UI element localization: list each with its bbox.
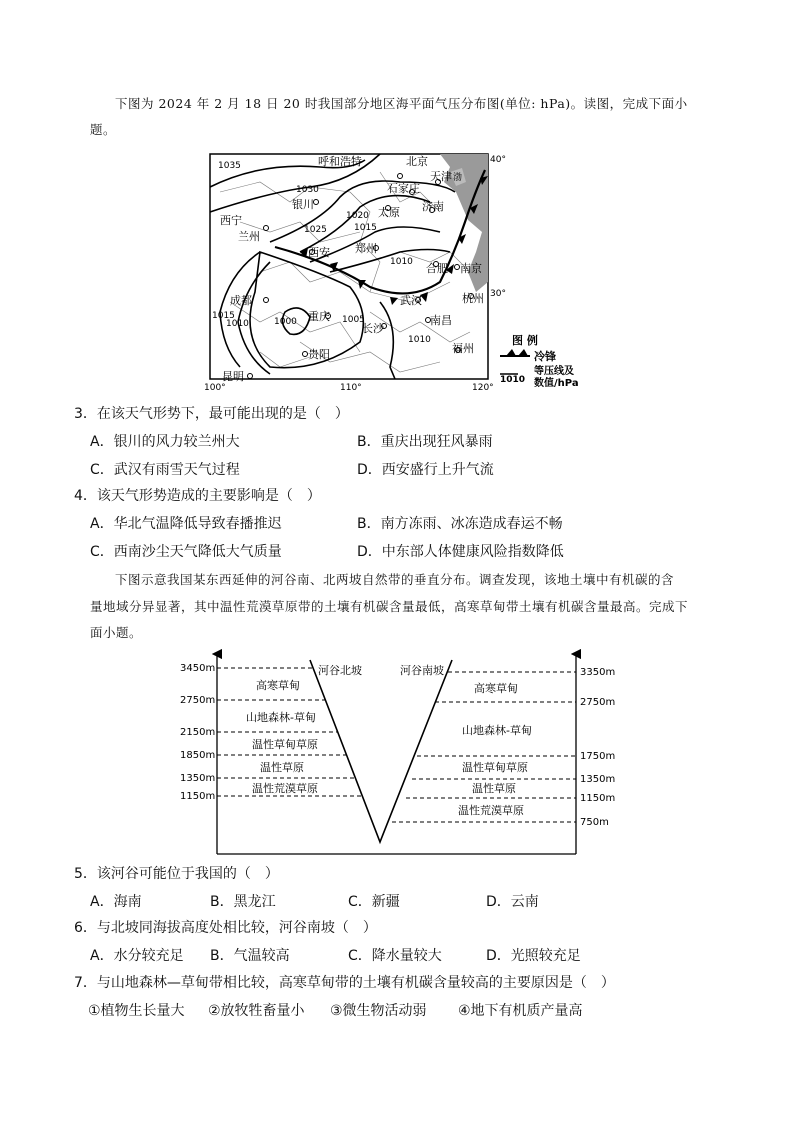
lat-label-40: 40° bbox=[490, 155, 506, 165]
q6-option-c[interactable]: C．降水量较大 bbox=[348, 948, 442, 964]
south-zone-steppe: 温性草原 bbox=[472, 782, 516, 795]
q5-stem: 5．该河谷可能位于我国的（ ） bbox=[74, 866, 279, 882]
city-xian: 西安 bbox=[308, 246, 330, 259]
q6-option-b[interactable]: B．气温较高 bbox=[210, 948, 290, 964]
right-tick-1350: 1350m bbox=[580, 774, 616, 785]
south-slope-title: 河谷南坡 bbox=[400, 664, 444, 677]
isobar-label-1020: 1020 bbox=[346, 211, 369, 221]
south-zone-desert-steppe: 温性荒漠草原 bbox=[458, 804, 524, 817]
intro-1-line-2: 题。 bbox=[90, 122, 117, 137]
q6-stem: 6．与北坡同海拔高度处相比较，河谷南坡（ ） bbox=[74, 920, 377, 936]
isobar-label-1030: 1030 bbox=[296, 185, 319, 195]
q7-option-2[interactable]: ②放牧牲畜量小 bbox=[208, 1003, 305, 1019]
lon-label-110: 110° bbox=[340, 383, 362, 393]
city-nanchang: 南昌 bbox=[430, 314, 452, 327]
city-xining: 西宁 bbox=[220, 214, 242, 227]
q5-option-a[interactable]: A．海南 bbox=[90, 894, 142, 910]
isobar-label-1010-east: 1010 bbox=[408, 335, 431, 345]
left-tick-1850: 1850m bbox=[180, 750, 216, 761]
north-zone-steppe: 温性草原 bbox=[260, 761, 304, 774]
isobar-label-1010-west: 1010 bbox=[226, 319, 249, 329]
isobar-label-1015-west: 1015 bbox=[212, 311, 235, 321]
right-tick-1150: 1150m bbox=[580, 793, 616, 804]
legend-front: 冷锋 bbox=[534, 350, 556, 363]
isobar-label-1005: 1005 bbox=[342, 315, 365, 325]
north-zone-alpine-meadow: 高寒草甸 bbox=[256, 679, 300, 692]
city-chengdu: 成都 bbox=[230, 294, 252, 307]
lon-label-100: 100° bbox=[204, 383, 226, 393]
city-zhengzhou: 郑州 bbox=[355, 242, 377, 255]
lon-label-120: 120° bbox=[472, 383, 494, 393]
south-zone-alpine-meadow: 高寒草甸 bbox=[474, 682, 518, 695]
city-hangzhou: 杭州 bbox=[462, 292, 484, 305]
legend-isobar-desc-1: 等压线及 bbox=[534, 366, 574, 377]
legend-title: 图 例 bbox=[512, 334, 538, 347]
intro-1-line-1: 下图为 2024 年 2 月 18 日 20 时我国部分地区海平面气压分布图(单位: hPa)。读图，完成下面小 bbox=[115, 96, 688, 111]
isobar-label-1035: 1035 bbox=[218, 161, 241, 171]
q3-option-b[interactable]: B．重庆出现狂风暴雨 bbox=[357, 434, 493, 450]
q3-stem: 3．在该天气形势下，最可能出现的是（ ） bbox=[74, 406, 349, 422]
q4-option-b[interactable]: B．南方冻雨、冰冻造成春运不畅 bbox=[357, 516, 563, 532]
city-yinchuan: 银川 bbox=[292, 198, 314, 211]
q4-stem: 4．该天气形势造成的主要影响是（ ） bbox=[74, 488, 321, 504]
north-zone-desert-steppe: 温性荒漠草原 bbox=[252, 782, 318, 795]
city-tianjin: 天津 bbox=[430, 170, 452, 183]
city-shijiazhuang: 石家庄 bbox=[387, 182, 420, 195]
north-slope-title: 河谷北坡 bbox=[318, 664, 362, 677]
south-zone-meadow-steppe: 温性草甸草原 bbox=[462, 761, 528, 774]
q5-option-b[interactable]: B．黑龙江 bbox=[210, 894, 276, 910]
intro-2-line-3: 面小题。 bbox=[90, 625, 143, 640]
city-guiyang: 贵阳 bbox=[308, 348, 330, 361]
q6-option-a[interactable]: A．水分较充足 bbox=[90, 948, 184, 964]
intro-2-line-1: 下图示意我国某东西延伸的河谷南、北两坡自然带的垂直分布。调查发现，该地土壤中有机碳的含 bbox=[115, 572, 675, 587]
q4-option-d[interactable]: D．中东部人体健康风险指数降低 bbox=[357, 544, 564, 560]
city-changsha: 长沙 bbox=[362, 322, 384, 335]
q5-option-d[interactable]: D．云南 bbox=[486, 894, 539, 910]
south-zone-forest-meadow: 山地森林-草甸 bbox=[462, 724, 532, 737]
left-tick-3450: 3450m bbox=[180, 663, 216, 674]
north-zone-meadow-steppe: 温性草甸草原 bbox=[252, 738, 318, 751]
q7-stem: 7．与山地森林—草甸带相比较，高寒草甸带的土壤有机碳含量较高的主要原因是（ ） bbox=[74, 975, 615, 991]
intro-2-line-2: 量地域分异显著，其中温性荒漠草原带的土壤有机碳含量最低，高寒草甸带土壤有机碳含量最高。完成下 bbox=[90, 599, 689, 614]
q3-option-c[interactable]: C．武汉有雨雪天气过程 bbox=[90, 462, 240, 478]
isobar-label-1025: 1025 bbox=[304, 225, 327, 235]
city-fuzhou: 福州 bbox=[452, 342, 474, 355]
pressure-map bbox=[200, 152, 600, 394]
q5-option-c[interactable]: C．新疆 bbox=[348, 894, 400, 910]
right-tick-750: 750m bbox=[580, 817, 609, 828]
left-tick-1150: 1150m bbox=[180, 791, 216, 802]
left-tick-1350: 1350m bbox=[180, 773, 216, 784]
q6-option-d[interactable]: D．光照较充足 bbox=[486, 948, 581, 964]
city-wuhan: 武汉 bbox=[400, 294, 422, 307]
right-tick-2750: 2750m bbox=[580, 697, 616, 708]
q3-option-d[interactable]: D．西安盛行上升气流 bbox=[357, 462, 494, 478]
q7-option-1[interactable]: ①植物生长量大 bbox=[88, 1003, 185, 1019]
left-tick-2750: 2750m bbox=[180, 695, 216, 706]
city-chongqing: 重庆 bbox=[308, 310, 330, 323]
city-lanzhou: 兰州 bbox=[238, 230, 260, 243]
valley-diagram bbox=[180, 648, 620, 858]
city-nanjing: 南京 bbox=[460, 262, 482, 275]
isobar-label-1000: 1000 bbox=[274, 317, 297, 327]
city-hefei: 合肥 bbox=[426, 262, 448, 275]
city-hohhot: 呼和浩特 bbox=[318, 155, 362, 168]
legend-isobar-desc-2: 数值/hPa bbox=[534, 378, 579, 389]
q7-option-4[interactable]: ④地下有机质产量高 bbox=[458, 1003, 583, 1019]
isobar-label-1010: 1010 bbox=[390, 257, 413, 267]
q4-option-c[interactable]: C．西南沙尘天气降低大气质量 bbox=[90, 544, 282, 560]
q3-option-a[interactable]: A．银川的风力较兰州大 bbox=[90, 434, 240, 450]
left-tick-2150: 2150m bbox=[180, 727, 216, 738]
city-beijing: 北京 bbox=[406, 155, 428, 168]
right-tick-3350: 3350m bbox=[580, 667, 616, 678]
isobar-label-1015: 1015 bbox=[354, 223, 377, 233]
north-zone-forest-meadow: 山地森林-草甸 bbox=[246, 711, 316, 724]
map-legend bbox=[500, 333, 579, 389]
city-kunming: 昆明 bbox=[222, 370, 244, 383]
q4-option-a[interactable]: A．华北气温降低导致春播推迟 bbox=[90, 516, 282, 532]
q7-option-3[interactable]: ③微生物活动弱 bbox=[330, 1003, 427, 1019]
sea-label: 渤 bbox=[453, 173, 463, 183]
city-jinan: 济南 bbox=[422, 200, 444, 213]
legend-isobar-value: 1010 bbox=[500, 375, 526, 385]
lat-label-30: 30° bbox=[490, 289, 506, 299]
city-taiyuan: 太原 bbox=[378, 206, 400, 219]
right-tick-1750: 1750m bbox=[580, 751, 616, 762]
